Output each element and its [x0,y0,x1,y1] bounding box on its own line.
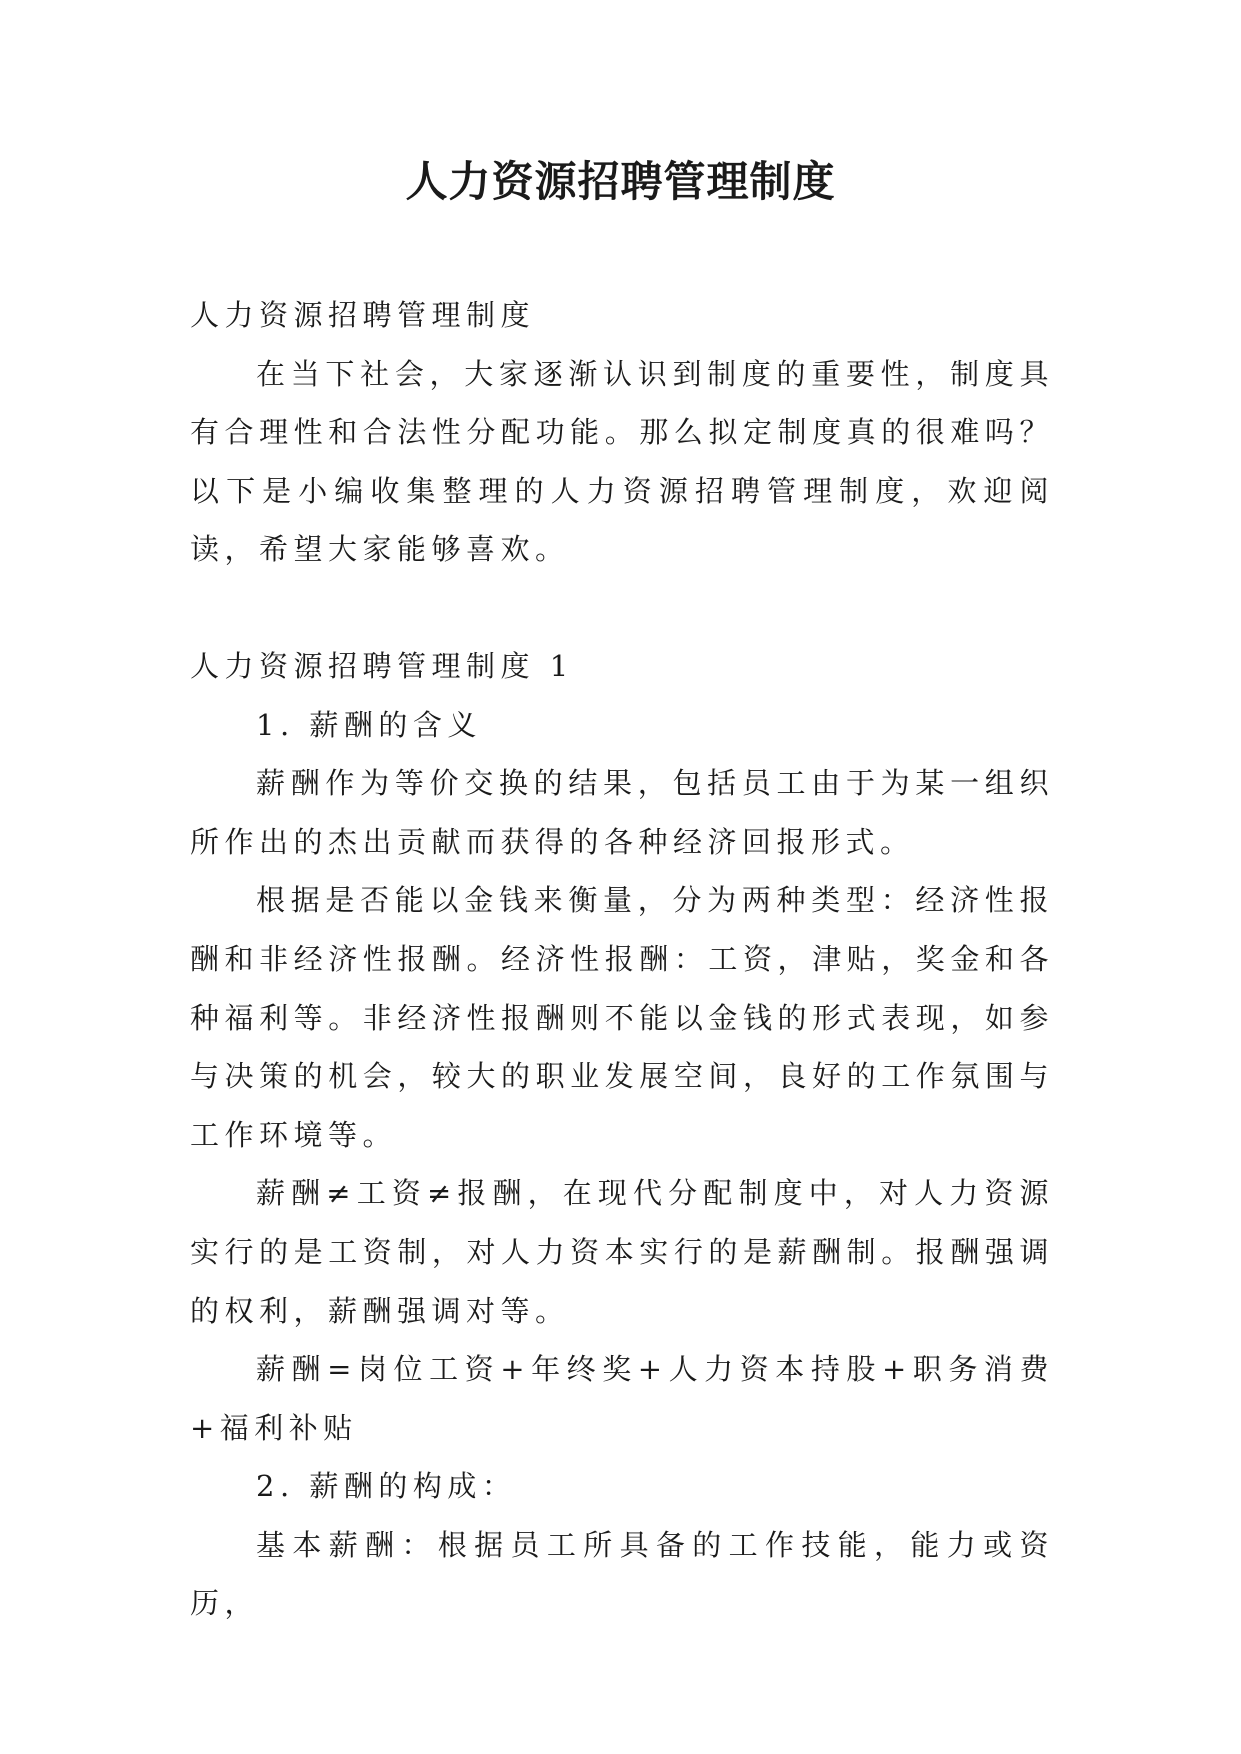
subheading-salary-meaning: 1. 薪酬的含义 [256,707,482,742]
document-subtitle: 人力资源招聘管理制度 [190,298,536,332]
paragraph-salary-definition: 薪酬作为等价交换的结果，包括员工由于为某一组织所作出的杰出贡献而获得的各种经济回报形式。 [190,766,1054,859]
document-body [190,286,1054,1633]
intro-paragraph: 在当下社会，大家逐渐认识到制度的重要性，制度具有合理性和合法性分配功能。那么拟定制度真的很难吗？以下是小编收集整理的人力资源招聘管理制度，欢迎阅读，希望大家能够喜欢。 [190,356,1054,567]
paragraph-basic-salary: 基本薪酬：根据员工所具备的工作技能，能力或资历， [190,1527,1054,1621]
section-heading: 人力资源招聘管理制度 1 [190,648,574,683]
paragraph-gap [190,579,1054,637]
subheading-salary-composition: 2. 薪酬的构成： [256,1469,517,1504]
paragraph-salary-vs-wage: 薪酬≠工资≠报酬，在现代分配制度中，对人力资源实行的是工资制，对人力资本实行的是薪酬制。报酬强调的权利，薪酬强调对等。 [190,1176,1054,1328]
paragraph-salary-formula: 薪酬=岗位工资+年终奖+人力资本持股+职务消费+福利补贴 [190,1352,1054,1445]
paragraph-salary-types: 根据是否能以金钱来衡量，分为两种类型：经济性报酬和非经济性报酬。经济性报酬：工资，津贴，奖金和各种福利等。非经济性报酬则不能以金钱的形式表现，如参与决策的机会，较大的职业发展空间，良好的工作氛围与工作环境等。 [190,883,1054,1152]
document-title: 人力资源招聘管理制度 [405,157,836,206]
